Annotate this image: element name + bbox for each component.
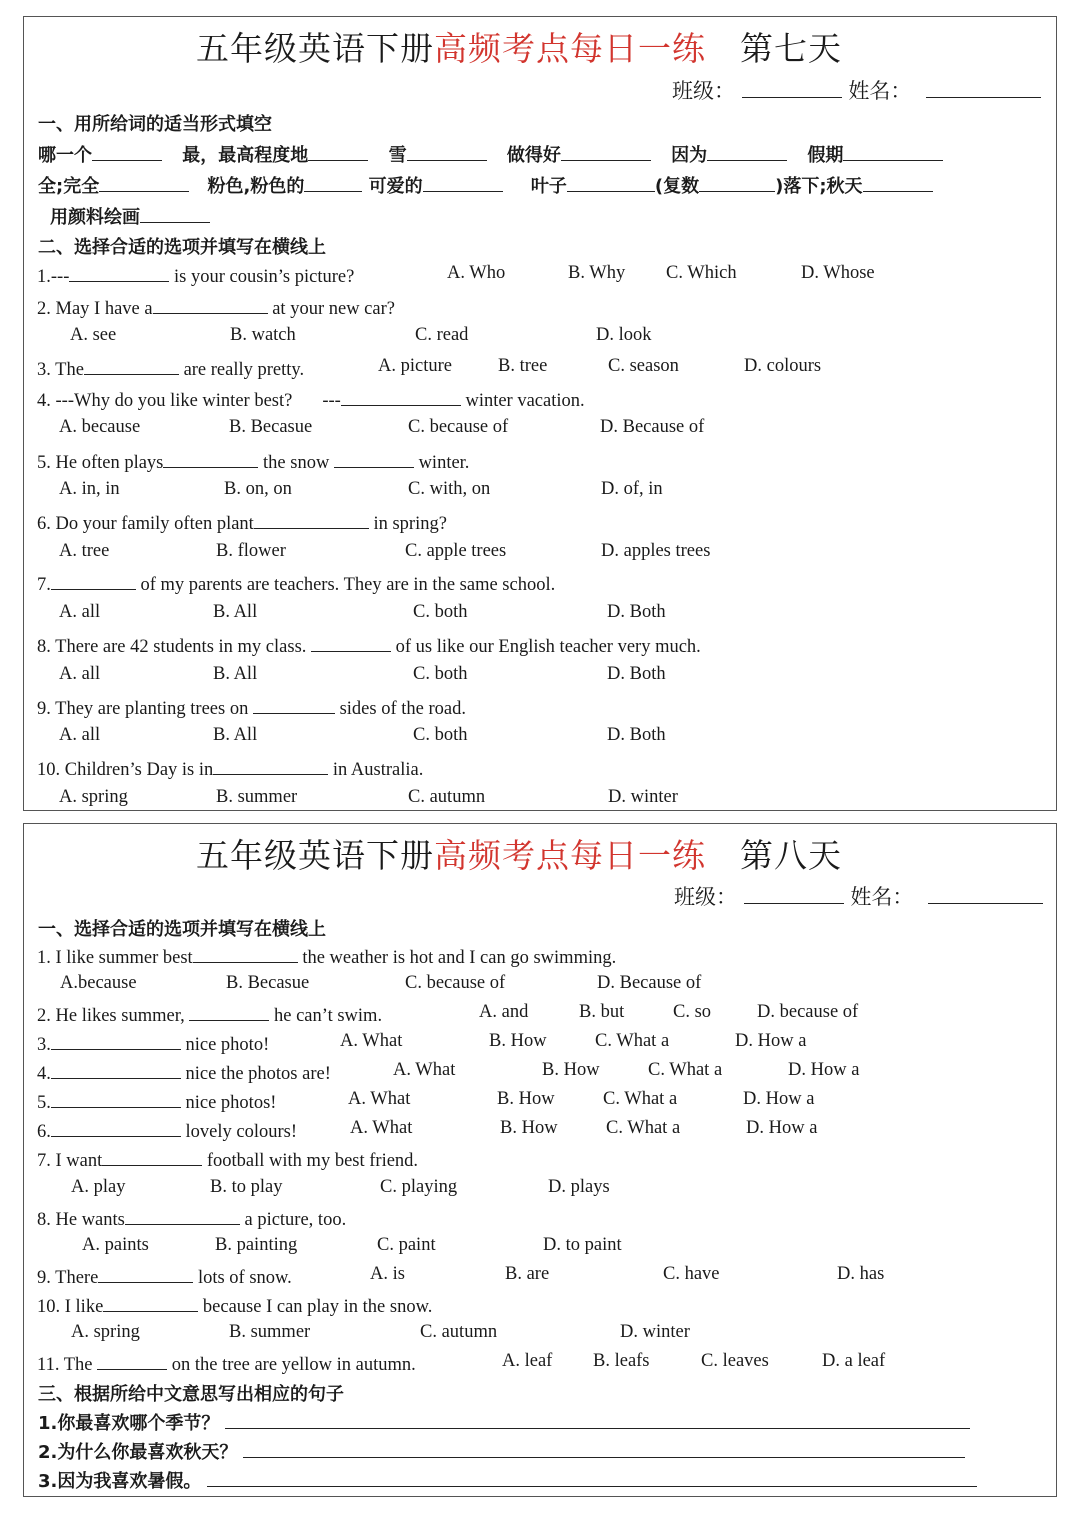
option-b: B. All (213, 602, 258, 622)
question (37, 633, 701, 658)
option-a: A. tree (59, 541, 110, 561)
answer-blank[interactable] (51, 1118, 181, 1137)
class-name-row (672, 75, 1041, 105)
translation-item (38, 1438, 965, 1464)
option-d: D. How a (743, 1089, 815, 1109)
question (37, 1060, 331, 1085)
question-text: 7. (37, 575, 51, 595)
option-a: A. play (71, 1177, 126, 1197)
question (37, 1002, 382, 1027)
option-a: A. spring (71, 1322, 140, 1342)
option-a: A. What (348, 1089, 411, 1109)
vocab-word: 粉色,粉色的 (207, 176, 305, 197)
option-d: D. How a (735, 1031, 807, 1051)
option-a: A. picture (378, 356, 452, 376)
option-d: D. How a (746, 1118, 818, 1138)
answer-blank[interactable] (84, 356, 179, 375)
question (37, 1206, 346, 1231)
answer-blank[interactable] (304, 173, 362, 192)
option-a: A. is (370, 1264, 405, 1284)
vocab-word: 雪 (388, 145, 407, 166)
class-label: 班级： (674, 885, 737, 909)
answer-blank[interactable] (125, 1206, 240, 1225)
option-b: B. tree (498, 356, 548, 376)
question (37, 1264, 292, 1289)
title-black-part: 五年级英语下册 (196, 836, 434, 875)
question (37, 510, 447, 535)
option-c: C. both (413, 602, 468, 622)
name-blank[interactable] (926, 79, 1041, 98)
answer-blank[interactable] (97, 1351, 167, 1370)
option-c: C. so (673, 1002, 712, 1022)
answer-blank[interactable] (189, 1002, 269, 1021)
section-1-title: 一、用所给词的适当形式填空 (38, 114, 272, 135)
question-text: in spring? (368, 514, 447, 534)
option-d: D. Both (607, 725, 666, 745)
vocab-word: 用颜料绘画 (50, 207, 140, 228)
option-d: D. Because of (597, 973, 702, 993)
option-a: A. spring (59, 787, 128, 807)
answer-blank[interactable] (341, 387, 461, 406)
class-label: 班级： (672, 79, 735, 103)
option-d: D. of, in (601, 479, 663, 499)
option-d: D. to paint (543, 1235, 622, 1255)
question (37, 1147, 418, 1172)
question-text: lovely colours! (180, 1122, 297, 1142)
title-day: 第八天 (740, 836, 842, 875)
option-d: D. winter (620, 1322, 690, 1342)
answer-blank[interactable] (163, 449, 258, 468)
answer-blank[interactable] (102, 1147, 202, 1166)
title-red-part: 高频考点每日一练 (434, 836, 706, 875)
option-c: C. because of (405, 973, 506, 993)
option-a: A. and (479, 1002, 529, 1022)
question-text: 1. I like summer best (37, 948, 193, 968)
answer-blank[interactable] (311, 633, 391, 652)
question-text: the weather is hot and I can go swimming. (297, 948, 617, 968)
option-d: D. Whose (801, 263, 875, 283)
vocab-word: 哪一个 (38, 145, 92, 166)
translation-item (38, 1467, 977, 1493)
question-text: 9. There (37, 1268, 99, 1288)
option-b: B. How (500, 1118, 558, 1138)
option-b: B. painting (215, 1235, 298, 1255)
question-text: 1.--- (37, 267, 70, 287)
answer-blank[interactable] (99, 173, 189, 192)
option-a: A. What (350, 1118, 413, 1138)
worksheet-title (196, 23, 842, 70)
option-d: D. colours (744, 356, 822, 376)
vocab-word: 叶子 (530, 176, 567, 197)
question-text: 4. ---Why do you like winter best? (37, 391, 293, 411)
vocab-word: )落下;秋天 (775, 176, 863, 197)
answer-blank[interactable] (140, 204, 210, 223)
option-b: B. How (497, 1089, 555, 1109)
question-text: football with my best friend. (202, 1151, 419, 1171)
option-b: B. to play (210, 1177, 283, 1197)
question (37, 263, 354, 288)
title-day: 第七天 (740, 29, 842, 68)
question-text: 7. I want (37, 1151, 103, 1171)
question-text: in Australia. (328, 760, 424, 780)
answer-blank[interactable] (308, 142, 368, 161)
option-c: C. autumn (408, 787, 486, 807)
option-a: A. What (393, 1060, 456, 1080)
option-a: A. see (70, 325, 117, 345)
option-c: C. both (413, 725, 468, 745)
question (37, 1293, 432, 1318)
option-c: C. autumn (420, 1322, 498, 1342)
answer-blank[interactable] (567, 173, 655, 192)
vocab-word: (复数 (654, 176, 700, 197)
answer-blank[interactable] (98, 1264, 193, 1283)
option-d: D. a leaf (822, 1351, 886, 1371)
option-a: A.because (60, 973, 137, 993)
question-text: 9. They are planting trees on (37, 699, 253, 719)
translation-prompt: 3.因为我喜欢暑假。 (38, 1471, 202, 1492)
option-b: B. All (213, 725, 258, 745)
option-c: C. paint (377, 1235, 436, 1255)
option-d: D. Both (607, 664, 666, 684)
question-text: nice the photos are! (180, 1064, 331, 1084)
option-b: B. summer (216, 787, 298, 807)
answer-blank[interactable] (254, 510, 369, 529)
answer-blank[interactable] (253, 695, 335, 714)
option-a: A. paints (82, 1235, 149, 1255)
question (37, 695, 466, 720)
name-label: 姓名： (850, 885, 914, 909)
question-text: 2. He likes summer, (37, 1006, 190, 1026)
option-b: B. All (213, 664, 258, 684)
worksheet-day-7 (23, 16, 1057, 811)
question-text: 6. (37, 1122, 51, 1142)
option-b: B. Becasue (226, 973, 310, 993)
vocab-word: 做得好 (506, 145, 561, 166)
answer-blank[interactable] (92, 142, 162, 161)
option-a: A. leaf (502, 1351, 553, 1371)
question-text: lots of snow. (193, 1268, 292, 1288)
answer-line[interactable] (207, 1468, 977, 1487)
option-a: A. in, in (59, 479, 120, 499)
option-c: C. apple trees (405, 541, 507, 561)
option-c: C. What a (648, 1060, 723, 1080)
question-text: are really pretty. (178, 360, 305, 380)
option-b: B. How (489, 1031, 547, 1051)
vocab-word: 因为 (671, 145, 708, 166)
option-b: B. but (579, 1002, 625, 1022)
question-text: is your cousin’s picture? (169, 267, 355, 287)
option-c: C. both (413, 664, 468, 684)
vocab-row (38, 141, 943, 167)
option-b: B. on, on (224, 479, 292, 499)
class-name-row (674, 881, 1043, 911)
question (37, 1089, 276, 1114)
question-text: at your new car? (267, 299, 395, 319)
option-a: A. all (59, 664, 101, 684)
option-d: D. apples trees (601, 541, 711, 561)
vocab-word: 假期 (807, 145, 844, 166)
class-blank[interactable] (742, 79, 842, 98)
class-blank[interactable] (744, 885, 844, 904)
answer-blank[interactable] (407, 142, 487, 161)
vocab-row (50, 203, 210, 229)
title-red-part: 高频考点每日一练 (434, 29, 706, 68)
question-text: on the tree are yellow in autumn. (167, 1355, 416, 1375)
answer-blank[interactable] (423, 173, 503, 192)
question-text: 11. The (37, 1355, 98, 1375)
answer-blank[interactable] (51, 1089, 181, 1108)
vocab-row (38, 172, 933, 198)
option-b: B. leafs (593, 1351, 650, 1371)
name-label: 姓名： (848, 79, 912, 103)
option-c: C. season (608, 356, 679, 376)
option-c: C. Which (666, 263, 737, 283)
option-c: C. because of (408, 417, 509, 437)
question-text: --- (322, 391, 341, 411)
answer-blank[interactable] (863, 173, 933, 192)
question (37, 295, 395, 320)
option-d: D. Both (607, 602, 666, 622)
question (37, 1031, 269, 1056)
question-text: 8. He wants (37, 1210, 125, 1230)
question-text: winter. (413, 453, 470, 473)
option-d: D. Because of (600, 417, 705, 437)
option-b: B. Why (568, 263, 626, 283)
answer-blank[interactable] (51, 1060, 181, 1079)
option-b: B. How (542, 1060, 600, 1080)
option-a: A. all (59, 602, 101, 622)
question-text: of us like our English teacher very much. (391, 637, 701, 657)
section-2-title: 二、选择合适的选项并填写在横线上 (38, 237, 326, 258)
answer-line[interactable] (243, 1439, 965, 1458)
question-text: nice photo! (180, 1035, 270, 1055)
section-1-title: 一、选择合适的选项并填写在横线上 (38, 919, 326, 940)
answer-blank[interactable] (334, 449, 414, 468)
vocab-word: 全;完全 (38, 176, 100, 197)
option-b: B. flower (216, 541, 286, 561)
option-b: B. summer (229, 1322, 311, 1342)
worksheet-title (196, 830, 842, 877)
translation-item (38, 1409, 970, 1435)
question-text: 4. (37, 1064, 51, 1084)
option-a: A. all (59, 725, 101, 745)
vocab-word: 可爱的 (368, 176, 423, 197)
vocab-word: 最，最高程度地 (182, 145, 309, 166)
question-text: 10. I like (37, 1297, 104, 1317)
option-c: C. What a (606, 1118, 681, 1138)
option-a: A. because (59, 417, 141, 437)
question-text: 6. Do your family often plant (37, 514, 254, 534)
question (37, 356, 304, 381)
answer-blank[interactable] (707, 142, 787, 161)
answer-blank[interactable] (103, 1293, 198, 1312)
option-d: D. look (596, 325, 652, 345)
question-text: 3. The (37, 360, 84, 380)
option-b: B. are (505, 1264, 550, 1284)
option-c: C. with, on (408, 479, 491, 499)
question-text: 5. He often plays (37, 453, 164, 473)
answer-blank[interactable] (561, 142, 651, 161)
question-text: 10. Children’s Day is in (37, 760, 214, 780)
answer-blank[interactable] (51, 571, 136, 590)
option-a: A. Who (447, 263, 506, 283)
question (37, 756, 423, 781)
section-3-title: 三、根据所给中文意思写出相应的句子 (38, 1384, 344, 1405)
question (37, 571, 555, 596)
answer-blank[interactable] (213, 756, 328, 775)
question-text: he can’t swim. (269, 1006, 383, 1026)
answer-line[interactable] (225, 1410, 970, 1429)
option-b: B. watch (230, 325, 296, 345)
answer-blank[interactable] (193, 944, 298, 963)
question (37, 944, 616, 969)
option-c: C. read (415, 325, 469, 345)
question-text: 8. There are 42 students in my class. (37, 637, 312, 657)
option-c: C. have (663, 1264, 720, 1284)
answer-blank[interactable] (69, 263, 169, 282)
question-text: 2. May I have a (37, 299, 153, 319)
question-text: winter vacation. (460, 391, 585, 411)
option-d: D. How a (788, 1060, 860, 1080)
option-d: D. because of (757, 1002, 859, 1022)
translation-prompt: 1.你最喜欢哪个季节？ (38, 1413, 220, 1434)
question-text: nice photos! (180, 1093, 277, 1113)
question-text: 5. (37, 1093, 51, 1113)
question-text: sides of the road. (334, 699, 466, 719)
question (37, 1351, 416, 1376)
option-c: C. What a (603, 1089, 678, 1109)
question-text: because I can play in the snow. (198, 1297, 433, 1317)
option-c: C. playing (380, 1177, 458, 1197)
answer-blank[interactable] (843, 142, 943, 161)
worksheet-day-8 (23, 823, 1057, 1497)
option-d: D. has (837, 1264, 885, 1284)
option-c: C. leaves (701, 1351, 769, 1371)
option-d: D. winter (608, 787, 678, 807)
question (37, 387, 585, 412)
option-b: B. Becasue (229, 417, 313, 437)
name-blank[interactable] (928, 885, 1043, 904)
answer-blank[interactable] (153, 295, 268, 314)
translation-prompt: 2.为什么你最喜欢秋天？ (38, 1442, 238, 1463)
option-c: C. What a (595, 1031, 670, 1051)
option-d: D. plays (548, 1177, 610, 1197)
answer-blank[interactable] (699, 173, 775, 192)
option-a: A. What (340, 1031, 403, 1051)
answer-blank[interactable] (51, 1031, 181, 1050)
question-text: 3. (37, 1035, 51, 1055)
question (37, 1118, 297, 1143)
question-text: a picture, too. (239, 1210, 347, 1230)
question-text: the snow (258, 453, 334, 473)
question (37, 449, 469, 474)
question-text: of my parents are teachers. They are in the same school. (135, 575, 556, 595)
title-black-part: 五年级英语下册 (196, 29, 434, 68)
